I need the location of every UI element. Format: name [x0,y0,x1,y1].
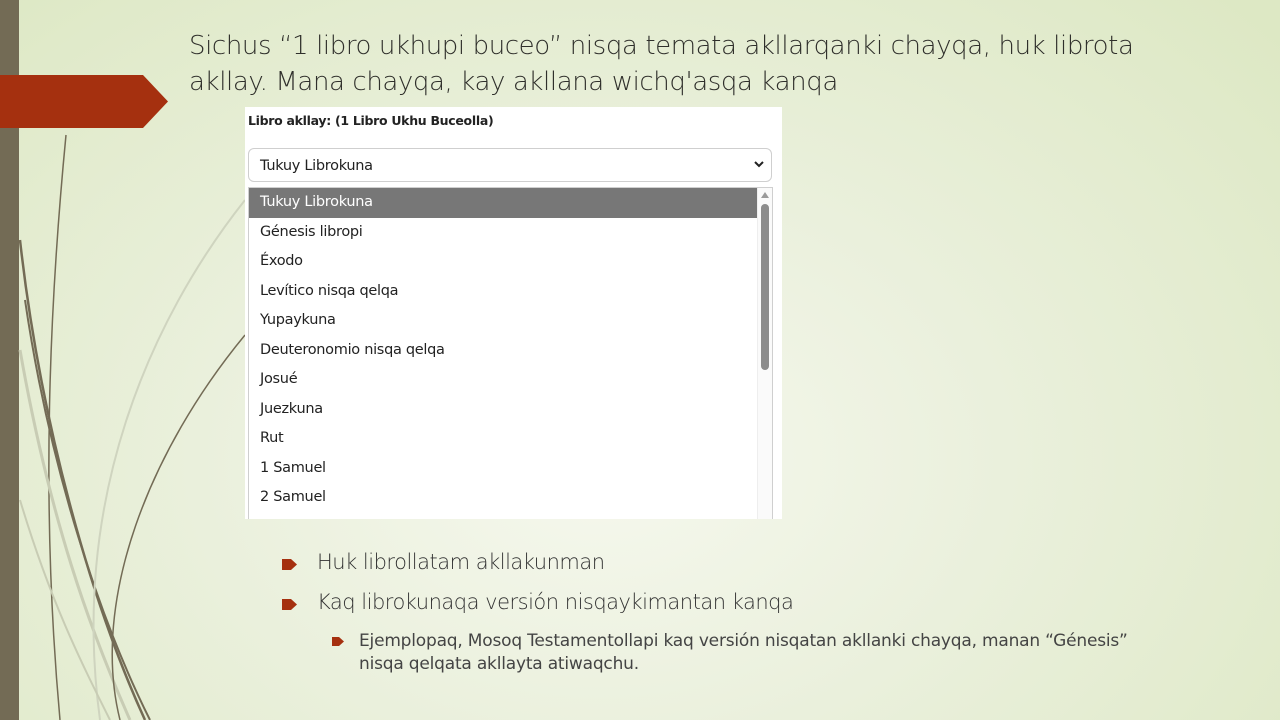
book-select-dropdown[interactable] [248,148,772,182]
arrow-flag-shape [0,75,168,128]
option-2-samuel[interactable]: 2 Samuel [260,489,326,505]
bullet-arrow-icon [332,637,344,646]
option-levitico[interactable]: Levítico nisqa qelqa [260,282,399,299]
option-1-samuel[interactable]: 1 Samuel [260,459,326,476]
sub-bullet-text: Ejemplopaq, Mosoq Testamentollapi kaq versión nisqatan akllanki chayqa, manan “Génesis” nisqa qelqata akllayta atiwaqchu. [359,631,1128,674]
option-yupaykuna[interactable]: Yupaykuna [260,312,336,328]
book-select-value: Tukuy Librokuna [260,158,373,174]
book-options-list[interactable] [248,187,773,519]
book-selector-label: Libro akllay: (1 Libro Ukhu Buceolla) [248,113,494,128]
option-rut[interactable]: Rut [260,430,284,446]
list-scrollbar[interactable] [757,188,772,519]
option-josue[interactable]: Josué [260,371,298,387]
slide-title: Sichus “1 libro ukhupi buceo” nisqa temata akllarqanki chayqa, huk librota akllay. Mana chayqa, kay akllana wichq'asqa kanqa [189,31,1134,97]
bullet-arrow-icon [282,559,297,570]
scrollbar-thumb[interactable] [761,204,769,370]
scroll-up-arrow-icon[interactable] [761,192,769,198]
option-exodo[interactable]: Éxodo [260,253,303,269]
option-tukuy-librokuna[interactable]: Tukuy Librokuna [249,188,760,218]
option-genesis[interactable]: Génesis libropi [260,223,363,240]
bullet-text: Kaq librokunaqa versión nisqaykimantan kanqa [317,590,794,614]
chevron-down-icon [753,157,765,171]
book-selector-screenshot [245,107,782,519]
bullet-text: Huk librollatam akllakunman [317,550,605,574]
bullet-arrow-icon [282,599,297,610]
option-juezkuna[interactable]: Juezkuna [260,400,323,417]
option-deuteronomio[interactable]: Deuteronomio nisqa qelqa [260,341,445,358]
